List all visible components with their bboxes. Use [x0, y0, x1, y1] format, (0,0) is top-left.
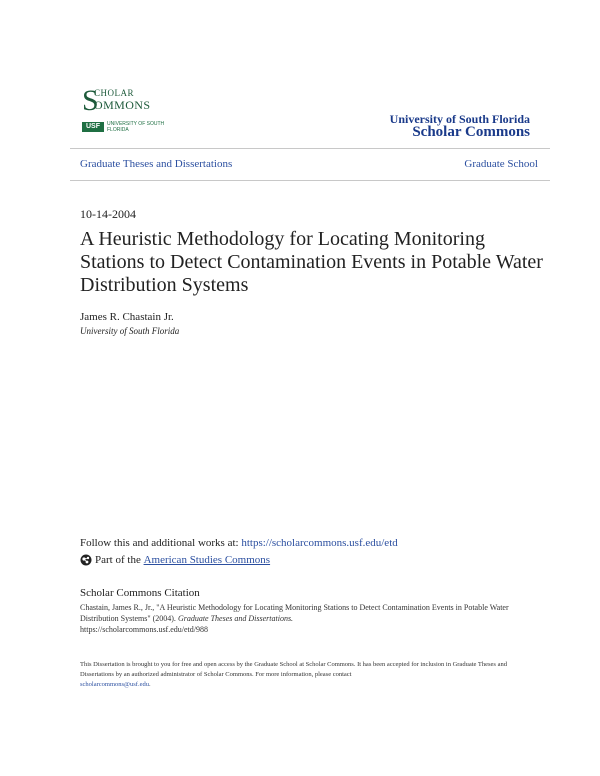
top-divider	[70, 148, 550, 149]
disclaimer-end: .	[149, 681, 151, 688]
follow-link[interactable]: https://scholarcommons.usf.edu/etd	[241, 537, 398, 549]
disclaimer-body: This Dissertation is brought to you for free and open access by the Graduate School at Scholar Commons. It has been accepted for inclusion in Graduate Theses and Dissertations by an authorized administrator of Scholar Commons. For more information, please contact	[80, 661, 507, 678]
usf-badge: USF	[82, 122, 104, 132]
bottom-divider	[70, 180, 550, 181]
citation-heading: Scholar Commons Citation	[80, 587, 200, 599]
partof-prefix: Part of the	[95, 554, 141, 566]
author-name: James R. Chastain Jr.	[80, 311, 174, 323]
network-icon	[80, 554, 92, 566]
disclaimer-text	[80, 660, 525, 690]
nav-link-graduate-school[interactable]: Graduate School	[464, 158, 538, 170]
usf-text: UNIVERSITY OF SOUTH FLORIDA	[107, 121, 165, 133]
institution-name[interactable]: University of South Florida	[389, 112, 530, 126]
scholar-commons-logo[interactable]	[82, 84, 165, 136]
follow-prefix: Follow this and additional works at:	[80, 537, 242, 549]
document-title: A Heuristic Methodology for Locating Monitoring Stations to Detect Contamination Events in Potable Water Distribution Systems	[80, 228, 543, 296]
logo-line1: CHOLAR	[94, 88, 135, 98]
contact-email-link[interactable]: scholarcommons@usf.edu	[80, 681, 149, 688]
logo-letter: S	[82, 84, 99, 117]
citation-url: https://scholarcommons.usf.edu/etd/988	[80, 625, 208, 634]
publication-date: 10-14-2004	[80, 207, 136, 221]
citation-main: Chastain, James R., Jr., "A Heuristic Methodology for Locating Monitoring Stations to Detect Contamination Events in Potable Water Distribution Systems" (2004).	[80, 603, 509, 623]
citation-series: Graduate Theses and Dissertations.	[177, 614, 294, 623]
part-of-line	[80, 554, 270, 566]
citation-text	[80, 602, 525, 635]
logo-line2: OMMONS	[94, 98, 151, 112]
american-studies-commons-link[interactable]: American Studies Commons	[143, 554, 271, 566]
nav-link-theses[interactable]: Graduate Theses and Dissertations	[80, 158, 233, 170]
author-affiliation: University of South Florida	[80, 326, 180, 336]
repository-name[interactable]: Scholar Commons	[412, 124, 530, 140]
follow-line	[80, 537, 398, 549]
